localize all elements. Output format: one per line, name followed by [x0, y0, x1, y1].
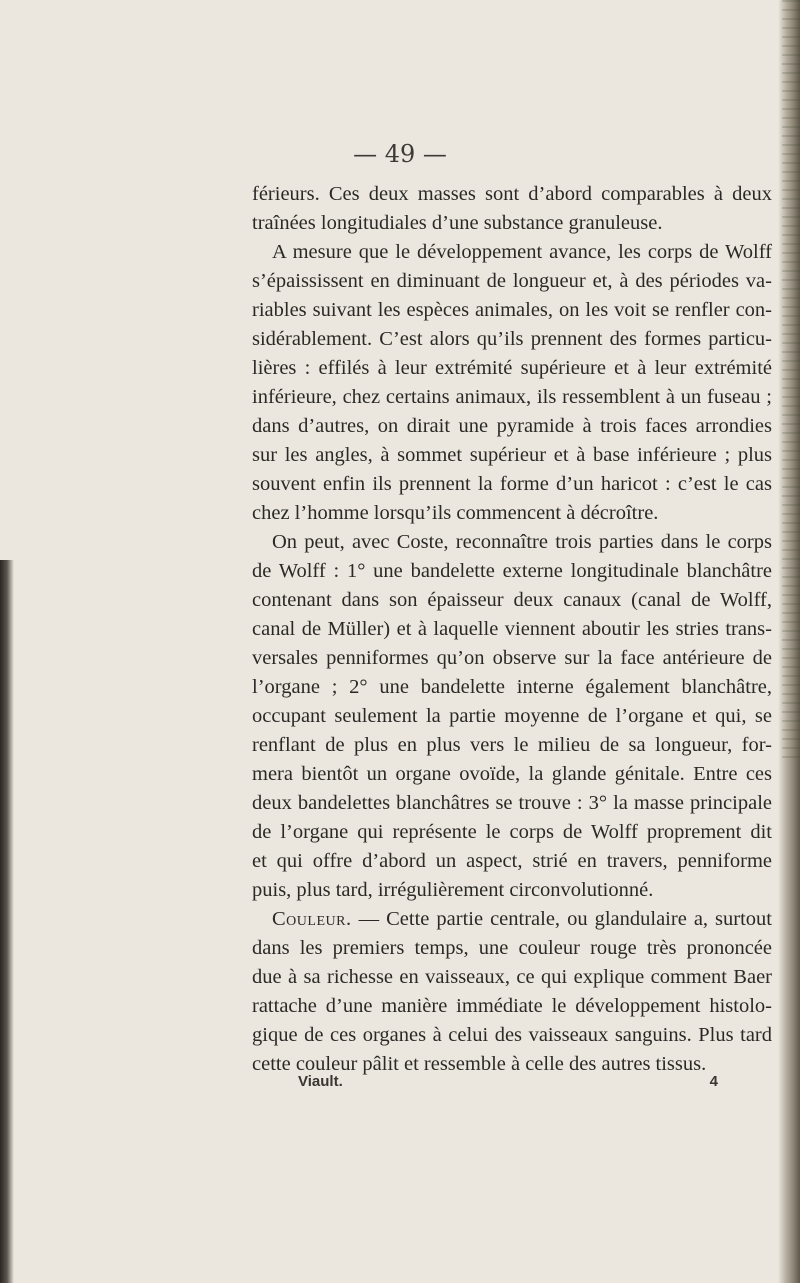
text-line: riables suivant les espèces animales, on les voit se renfler con-	[252, 299, 772, 321]
text-line: de Wolff : 1° une bandelette externe longitudinale blanchâtre	[252, 560, 772, 582]
body-text	[252, 180, 772, 1079]
section-heading: Couleur.	[272, 908, 352, 930]
text-line: férieurs. Ces deux masses sont d’abord comparables à deux	[252, 183, 772, 205]
text-fragment: — Cette partie centrale, ou glandulaire a, surtout	[358, 908, 772, 930]
text-line: gique de ces organes à celui des vaisseaux sanguins. Plus tard	[252, 1024, 772, 1046]
text-line: sur les angles, à sommet supérieur et à base inférieure ; plus	[252, 444, 772, 466]
text-line: chez l’homme lorsqu’ils commencent à décroître.	[252, 502, 659, 524]
text-line: s’épaississent en diminuant de longueur et, à des périodes va-	[252, 270, 772, 292]
text-line: On peut, avec Coste, reconnaître trois parties dans le corps	[272, 531, 772, 553]
gathering-signature: 4	[709, 1073, 718, 1090]
text-line: traînées longitudiales d’une substance granuleuse.	[252, 212, 663, 234]
text-line: souvent enfin ils prennent la forme d’un haricot : c’est le cas	[252, 473, 772, 495]
text-line: inférieure, chez certains animaux, ils ressemblent à un fuseau ;	[252, 386, 772, 408]
text-line: et qui offre d’abord un aspect, strié en travers, penniforme	[252, 850, 772, 872]
text-line: A mesure que le développement avance, les corps de Wolff	[272, 241, 772, 263]
text-line: rattache d’une manière immédiate le développement histolo-	[252, 995, 772, 1017]
page-gutter-shadow	[0, 560, 14, 1283]
page-edge-speckles	[782, 0, 800, 760]
text-line: occupant seulement la partie moyenne de l’organe et qui, se	[252, 705, 772, 727]
text-line: contenant dans son épaisseur deux canaux (canal de Wolff,	[252, 589, 772, 611]
text-line: renflant de plus en plus vers le milieu de sa longueur, for-	[252, 734, 772, 756]
text-line: versales penniformes qu’on observe sur la face antérieure de	[252, 647, 772, 669]
text-line: cette couleur pâlit et ressemble à celle des autres tissus.	[252, 1053, 707, 1075]
text-line: canal de Müller) et à laquelle viennent aboutir les stries trans-	[252, 618, 772, 640]
text-line: puis, plus tard, irrégulièrement circonvolutionné.	[252, 879, 654, 901]
text-line: dans d’autres, on dirait une pyramide à trois faces arrondies	[252, 415, 772, 437]
text-line: due à sa richesse en vaisseaux, ce qui explique comment Baer	[252, 966, 772, 988]
author-signature: Viault.	[298, 1073, 343, 1090]
text-line: mera bientôt un organe ovoïde, la glande génitale. Entre ces	[252, 763, 772, 785]
text-line: de l’organe qui représente le corps de Wolff proprement dit	[252, 821, 772, 843]
text-line: lières : effilés à leur extrémité supérieure et à leur extrémité	[252, 357, 772, 379]
text-line: sidérablement. C’est alors qu’ils prennent des formes particu-	[252, 328, 772, 350]
text-line: dans les premiers temps, une couleur rouge très prononcée	[252, 937, 772, 959]
text-line: l’organe ; 2° une bandelette interne également blanchâtre,	[252, 676, 772, 698]
text-line	[252, 905, 772, 934]
text-line: deux bandelettes blanchâtres se trouve : 3° la masse principale	[252, 792, 772, 814]
page-number-header: — 49 —	[353, 140, 447, 168]
